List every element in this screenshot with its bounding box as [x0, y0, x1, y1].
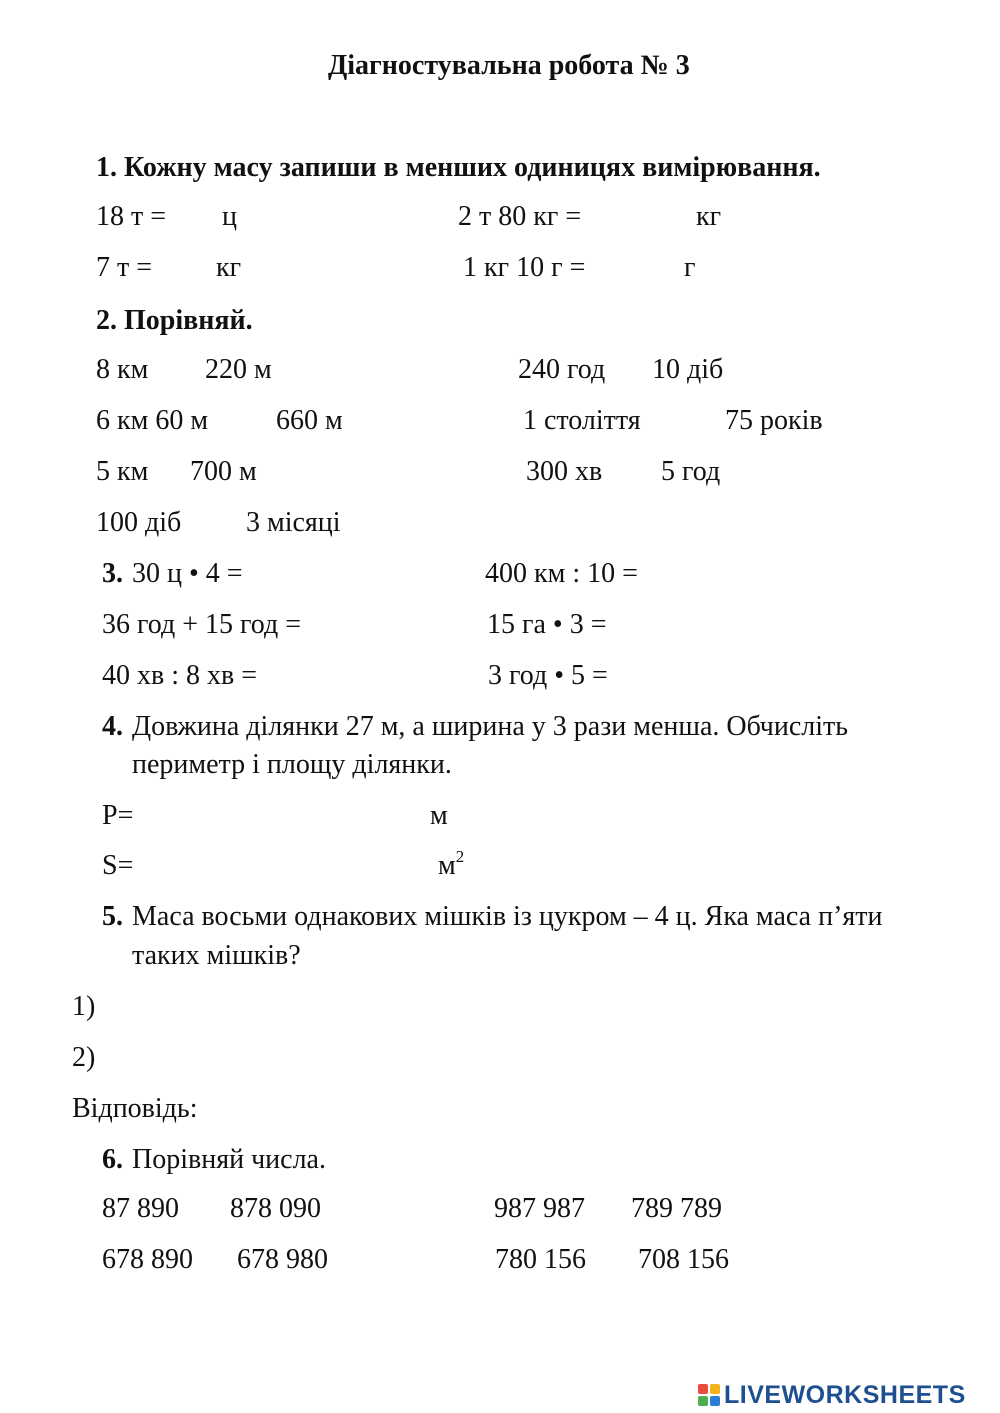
task6-row1-c: 987 987 [494, 1193, 585, 1224]
task4-area-unit [438, 846, 465, 882]
task5-text-line2: таких мішків? [132, 940, 301, 971]
task3-number: 3. [102, 558, 123, 589]
task3-item2-left: 36 год + 15 год = [102, 609, 302, 640]
task6-heading: Порівняй числа. [132, 1144, 326, 1175]
task1-row1-left-unit: ц [222, 201, 237, 232]
task2-row3-b: 700 м [190, 456, 257, 487]
task4-text-line2: периметр і площу ділянки. [132, 749, 452, 780]
task5-text-line1: Маса восьми однакових мішків із цукром – 4 ц. Яка маса п’яти [132, 901, 883, 932]
task3-item1-left: 30 ц • 4 = [132, 558, 243, 589]
task2-row1-d: 10 діб [652, 354, 724, 385]
task5-answer-label: Відповідь: [72, 1093, 198, 1124]
task4-area-unit-base: м [438, 850, 456, 881]
task1-row2-right-unit: г [684, 252, 696, 283]
task5-number: 5. [102, 901, 123, 932]
task1-row2-left-unit: кг [216, 252, 242, 283]
task1-row2-left-expr: 7 т = [96, 252, 153, 283]
task2-row1-a: 8 км [96, 354, 149, 385]
task2-row3-d: 5 год [661, 456, 721, 487]
task2-row4-a: 100 діб [96, 507, 182, 538]
task6-row2-b: 678 980 [237, 1244, 328, 1275]
task6-row2-d: 708 156 [638, 1244, 729, 1275]
task6-row1-a: 87 890 [102, 1193, 179, 1224]
task4-perimeter-unit: м [430, 800, 448, 831]
task5-step2: 2) [72, 1042, 96, 1073]
task1-row1-left-expr: 18 т = [96, 201, 167, 232]
logo-square [698, 1396, 708, 1406]
task6-row1-d: 789 789 [631, 1193, 722, 1224]
task6-number: 6. [102, 1144, 123, 1175]
liveworksheets-logo-icon [698, 1384, 720, 1406]
task3-item3-left: 40 хв : 8 хв = [102, 660, 258, 691]
task2-row2-d: 75 років [725, 405, 823, 436]
task2-row4-b: 3 місяці [246, 507, 341, 538]
task5-step1: 1) [72, 991, 96, 1022]
task1-heading: 1. Кожну масу запиши в менших одиницях вимірювання. [96, 152, 821, 183]
task2-row3-a: 5 км [96, 456, 149, 487]
logo-square [710, 1384, 720, 1394]
page-title: Діагностувальна робота № 3 [328, 50, 690, 81]
task4-number: 4. [102, 711, 123, 742]
task4-perimeter-label: P= [102, 800, 134, 831]
task1-row2-right-expr: 1 кг 10 г = [463, 252, 586, 283]
task6-row2-a: 678 890 [102, 1244, 193, 1275]
task2-row2-c: 1 століття [523, 405, 641, 436]
task3-item2-right: 15 га • 3 = [487, 609, 607, 640]
logo-square [698, 1384, 708, 1394]
liveworksheets-brand-text: LIVEWORKSHEETS [724, 1380, 966, 1409]
task2-row1-b: 220 м [205, 354, 272, 385]
task4-area-label: S= [102, 850, 134, 881]
logo-square [710, 1396, 720, 1406]
task3-item1-right: 400 км : 10 = [485, 558, 638, 589]
liveworksheets-brand[interactable] [698, 1378, 966, 1412]
task3-item3-right: 3 год • 5 = [488, 660, 608, 691]
task2-heading: 2. Порівняй. [96, 305, 253, 336]
task2-row2-b: 660 м [276, 405, 343, 436]
task2-row3-c: 300 хв [526, 456, 603, 487]
task4-area-unit-power: 2 [455, 846, 465, 866]
task6-row2-c: 780 156 [495, 1244, 586, 1275]
task4-text-line1: Довжина ділянки 27 м, а ширина у 3 рази менша. Обчисліть [132, 711, 849, 742]
task2-row2-a: 6 км 60 м [96, 405, 209, 436]
task2-row1-c: 240 год [518, 354, 606, 385]
task1-row1-right-expr: 2 т 80 кг = [458, 201, 582, 232]
task1-row1-right-unit: кг [696, 201, 722, 232]
task6-row1-b: 878 090 [230, 1193, 321, 1224]
